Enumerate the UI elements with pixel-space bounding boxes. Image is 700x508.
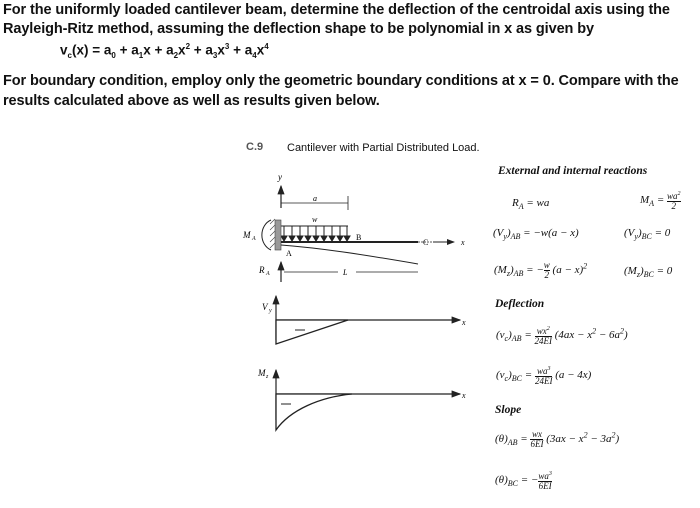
- svg-text:M: M: [243, 230, 251, 240]
- figure-title: Cantilever with Partial Distributed Load.: [287, 142, 480, 154]
- svg-text:A: A: [286, 249, 292, 258]
- question-line-4: results calculated above as well as results given below.: [3, 93, 380, 109]
- reactions-header: External and internal reactions: [498, 165, 648, 177]
- deflection-header: Deflection: [495, 298, 545, 310]
- svg-text:x: x: [462, 318, 466, 327]
- svg-text:z: z: [266, 374, 269, 380]
- svg-text:B: B: [356, 233, 362, 242]
- formula-ma: $M_A$ = $\frac{wa^2}{2}$: [640, 191, 681, 211]
- svg-text:y: y: [269, 308, 272, 314]
- formula-mz-ab: $(M_z)_{AB}$ = − $\frac{w}{2}$ $(a - x)^2$: [494, 260, 588, 280]
- svg-text:V: V: [262, 302, 268, 312]
- svg-text:A: A: [252, 236, 256, 242]
- formula-v-bc: $(v_c)_{BC}$ = $\frac{wa^3}{24EI}$ (a − 4x): [496, 366, 592, 386]
- svg-text:M: M: [258, 368, 266, 378]
- svg-text:L: L: [343, 268, 348, 277]
- svg-text:y: y: [278, 172, 282, 182]
- figure-number: C.9: [246, 141, 264, 153]
- formula-vy-ab: $(V_y)_{AB} = -w(a - x)$: [493, 227, 579, 242]
- question-line-3: For boundary condition, employ only the geometric boundary conditions at x = 0. Compare with the: [3, 73, 679, 89]
- slope-header: Slope: [495, 404, 522, 416]
- svg-text:w: w: [312, 215, 318, 224]
- formula-theta-ab: $(\theta)_{AB}$ = $\frac{wx}{6EI}$ $(3ax - x^2 - 3a^2)$: [495, 429, 620, 449]
- svg-text:A: A: [266, 271, 270, 277]
- svg-text:C: C: [423, 238, 429, 247]
- formula-ra: $R_A$ = wa: [512, 197, 550, 212]
- question-line-2: Rayleigh-Ritz method, assuming the deflection shape to be polynomial in x as given by: [3, 21, 594, 37]
- formula-v-ab: $(v_c)_{AB}$ = $\frac{wx^2}{24EI}$ $(4ax - x^2 - 6a^2)$: [496, 326, 628, 346]
- formula-theta-bc: $(\theta)_{BC}$ = − $\frac{wa^3}{6EI}$: [495, 471, 552, 491]
- deflection-polynomial: $v_c(x) = a_0 + a_1x + a_2x^2 + a_3x^3 + a_4x^4$: [60, 42, 269, 61]
- svg-text:a: a: [313, 194, 317, 203]
- svg-text:x: x: [462, 391, 466, 400]
- formula-mz-bc: $(M_z)_{BC} = 0$: [624, 265, 673, 280]
- svg-text:x: x: [461, 238, 465, 247]
- svg-text:R: R: [259, 265, 265, 275]
- formula-vy-bc: $(V_y)_{BC} = 0$: [624, 227, 671, 242]
- question-line-1: For the uniformly loaded cantilever beam, determine the deflection of the centroidal axis using the: [3, 2, 670, 18]
